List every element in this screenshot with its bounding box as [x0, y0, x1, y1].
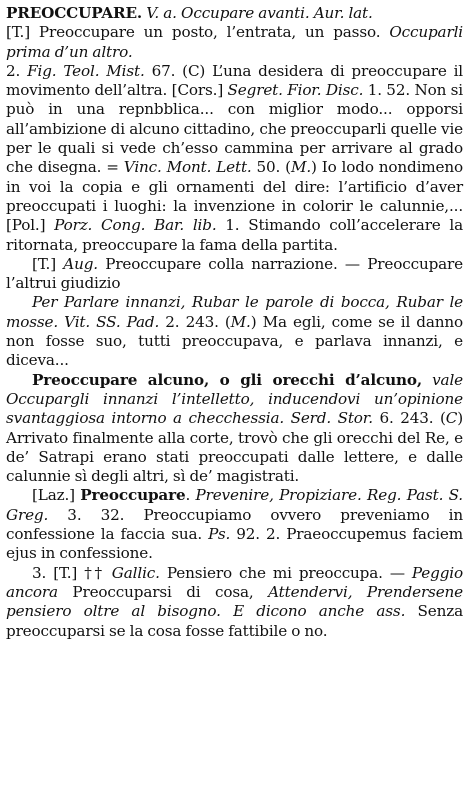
- text-span: Pensiero che mi preoccupa. —: [159, 563, 412, 582]
- text-span: Prevenire, Propiziare. Reg. Past. S. Greg.: [6, 486, 463, 524]
- entry-paragraph-p3: [6, 255, 463, 294]
- grammar-label: V. a.: [146, 4, 177, 22]
- entry-head: [6, 4, 463, 23]
- text-span: Preoccupare: [80, 486, 186, 505]
- definition-gloss: Occupare avanti.: [181, 4, 310, 22]
- text-span: .: [185, 486, 196, 505]
- entry-paragraph-p7: [6, 564, 463, 641]
- text-span: 2. 243. (: [159, 312, 231, 331]
- text-span: M.: [290, 158, 312, 177]
- text-span: Gallic.: [111, 563, 160, 582]
- entry-paragraph-p1: [6, 23, 463, 62]
- text-span: [T.]: [32, 254, 64, 273]
- entry-body: [6, 23, 463, 641]
- text-span: 1. 52. Non si può in una repnbblica... con miglior modo... opporsi all’ambizione di alcuno cittadino, che preoccuparli quelle vie per le quali si vede ch’esso cammina per arrivare al grado che disegna. =: [6, 81, 463, 177]
- text-span: ) Io lodo nondimeno in voi la copia e gli ornamenti del dire: l’artificio d’aver preoccupati i luoghi: la invenzione in colorir le calunnie,... [Pol.]: [6, 158, 463, 235]
- text-span: 2.: [6, 61, 28, 80]
- text-span: ) Ma egli, come se il danno non fosse suo, tutti preoccupava, e parlava innanzi, e diceva...: [6, 312, 464, 370]
- entry-paragraph-p6: [6, 486, 463, 563]
- text-span: 67. (C) L’una desidera di preoccupare il movimento dell’altra. [Cors.]: [6, 61, 463, 100]
- text-span: 50. (: [251, 158, 291, 177]
- text-span: Occuparli prima d’un altro.: [6, 23, 463, 61]
- text-span: ) Arrivato finalmente alla corte, trovò che gli orecchi del Re, e de’ Satrapi erano stati preoccupati dalle lettere, e dalle calunnie sì degli altri, sì de’ magistrati.: [6, 409, 464, 486]
- source-label: Aur. lat.: [313, 4, 373, 22]
- text-span: 1. Stimando coll’accelerare la ritornata, preoccupare la fama della partita.: [6, 216, 464, 254]
- entry-paragraph-p4: [6, 293, 463, 370]
- text-span: Ps.: [208, 525, 231, 544]
- text-span: Preoccuparsi di cosa,: [57, 582, 269, 601]
- text-span: Porz. Cong. Bar. lib.: [54, 216, 217, 235]
- text-span: 92. 2. Praeoccupemus faciem ejus in confessione.: [6, 525, 463, 563]
- text-span: [422, 371, 432, 389]
- text-span: Preoccupare colla narrazione. — Preoccupare l’altrui giudizio: [6, 254, 464, 293]
- text-span: M.: [230, 312, 251, 331]
- text-span: Fig.: [27, 61, 57, 80]
- text-span: Per Parlare innanzi, Rubar le parole di bocca, Rubar le mosse. Vit. SS. Pad.: [6, 293, 463, 331]
- text-span: Teol. Mist.: [63, 61, 145, 80]
- text-span: vale Occupargli innanzi l’intelletto, inducendovi un’opinione svantaggiosa intorno a checchessia. Serd. Stor.: [6, 370, 463, 428]
- text-span: [Laz.]: [32, 486, 81, 505]
- text-span: 3. 32. Preoccupiamo ovvero preveniamo in confessione la faccia sua.: [6, 505, 463, 544]
- headword: PREOCCUPARE.: [6, 4, 143, 22]
- text-span: Peggio ancora: [6, 563, 463, 601]
- text-span: 3. [T.] ††: [32, 563, 112, 582]
- entry-paragraph-p2: [6, 62, 463, 255]
- entry-paragraph-p5: [6, 371, 463, 487]
- text-span: Attendervi, Prendersene pensiero oltre al bisogno. E dicono anche ass.: [6, 582, 464, 621]
- text-span: C: [445, 409, 458, 428]
- text-span: 6. 243. (: [372, 409, 446, 428]
- text-span: Senza preoccuparsi se la cosa fosse fattibile o no.: [6, 602, 463, 640]
- text-span: [T.] Preoccupare un posto, l’entrata, un passo.: [6, 23, 390, 42]
- text-span: Segret. Fior. Disc.: [227, 81, 364, 100]
- text-span: Preoccupare alcuno, o gli orecchi d’alcuno,: [32, 370, 422, 389]
- text-span: Aug.: [63, 254, 98, 273]
- text-span: Vinc. Mont. Lett.: [123, 158, 252, 177]
